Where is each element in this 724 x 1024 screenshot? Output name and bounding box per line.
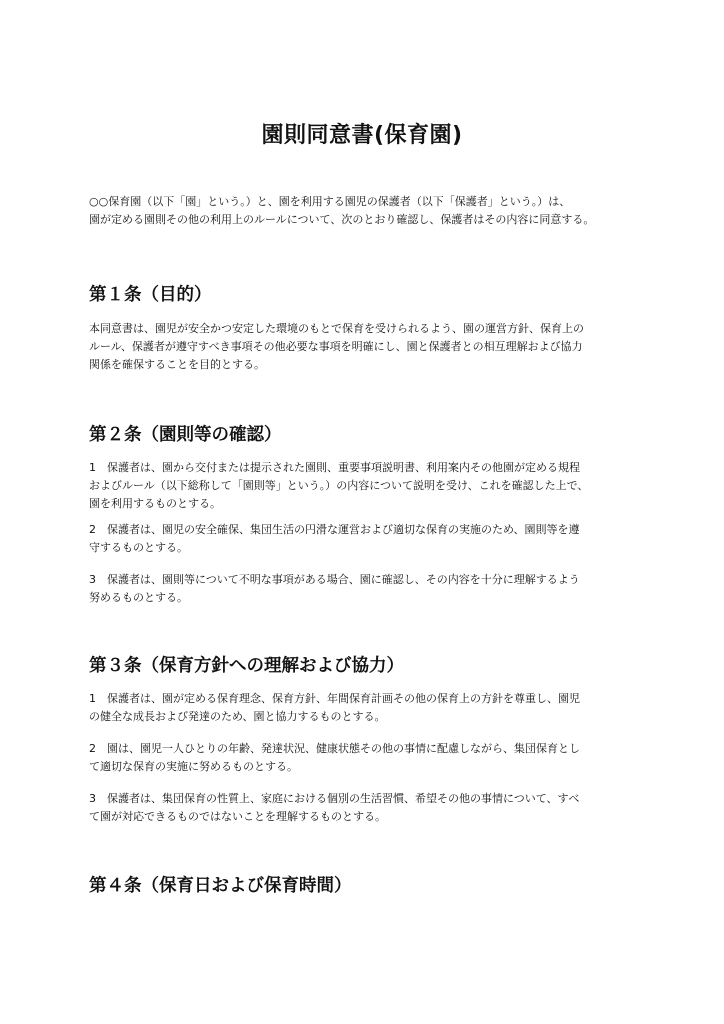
article-2-paragraph-2: 2 保護者は、園児の安全確保、集団生活の円滑な運営および適切な保育の実施のため、園則等を遵 守するものとする。 [89, 523, 580, 554]
document-title: 園則同意書(保育園) [261, 123, 463, 148]
article-1-heading: 第１条（目的） [89, 285, 212, 305]
article-1-paragraph-1: 本同意書は、園児が安全かつ安定した環境のもとで保育を受けられるよう、園の運営方針、保育上の ルール、保護者が遵守すべき事項その他必要な事項を明確にし、園と保護者との相互理解および協力 関係を確保することを目的とする。 [89, 322, 584, 371]
article-4-heading: 第４条（保育日および保育時間） [89, 876, 352, 896]
article-2-paragraph-3: 3 保護者は、園則等について不明な事項がある場合、園に確認し、その内容を十分に理解するよう 努めるものとする。 [89, 573, 580, 604]
article-3-heading: 第３条（保育方針への理解および協力） [89, 656, 404, 676]
article-3-paragraph-1: 1 保護者は、園が定める保育理念、保育方針、年間保育計画その他の保育上の方針を尊重し、園児 の健全な成長および発達のため、園と協力するものとする。 [89, 692, 580, 723]
article-3-paragraph-2: 2 園は、園児一人ひとりの年齢、発達状況、健康状態その他の事情に配慮しながら、集団保育とし て適切な保育の実施に努めるものとする。 [89, 742, 580, 773]
article-2-paragraph-1: 1 保護者は、園から交付または提示された園則、重要事項説明書、利用案内その他園が定める規程 およびルール（以下総称して「園則等」という。）の内容について説明を受け、これを確認した上で、 園を利用するものとする。 [89, 461, 589, 510]
article-2-heading: 第２条（園則等の確認） [89, 425, 282, 445]
preamble-paragraph: ○○保育園（以下「園」という。）と、園を利用する園児の保護者（以下「保護者」という。）は、 園が定める園則その他の利用上のルールについて、次のとおり確認し、保護者はその内容に同意する。 [89, 195, 595, 226]
article-3-paragraph-3: 3 保護者は、集団保育の性質上、家庭における個別の生活習慣、希望その他の事情について、すべ て園が対応できるものではないことを理解するものとする。 [89, 792, 580, 823]
